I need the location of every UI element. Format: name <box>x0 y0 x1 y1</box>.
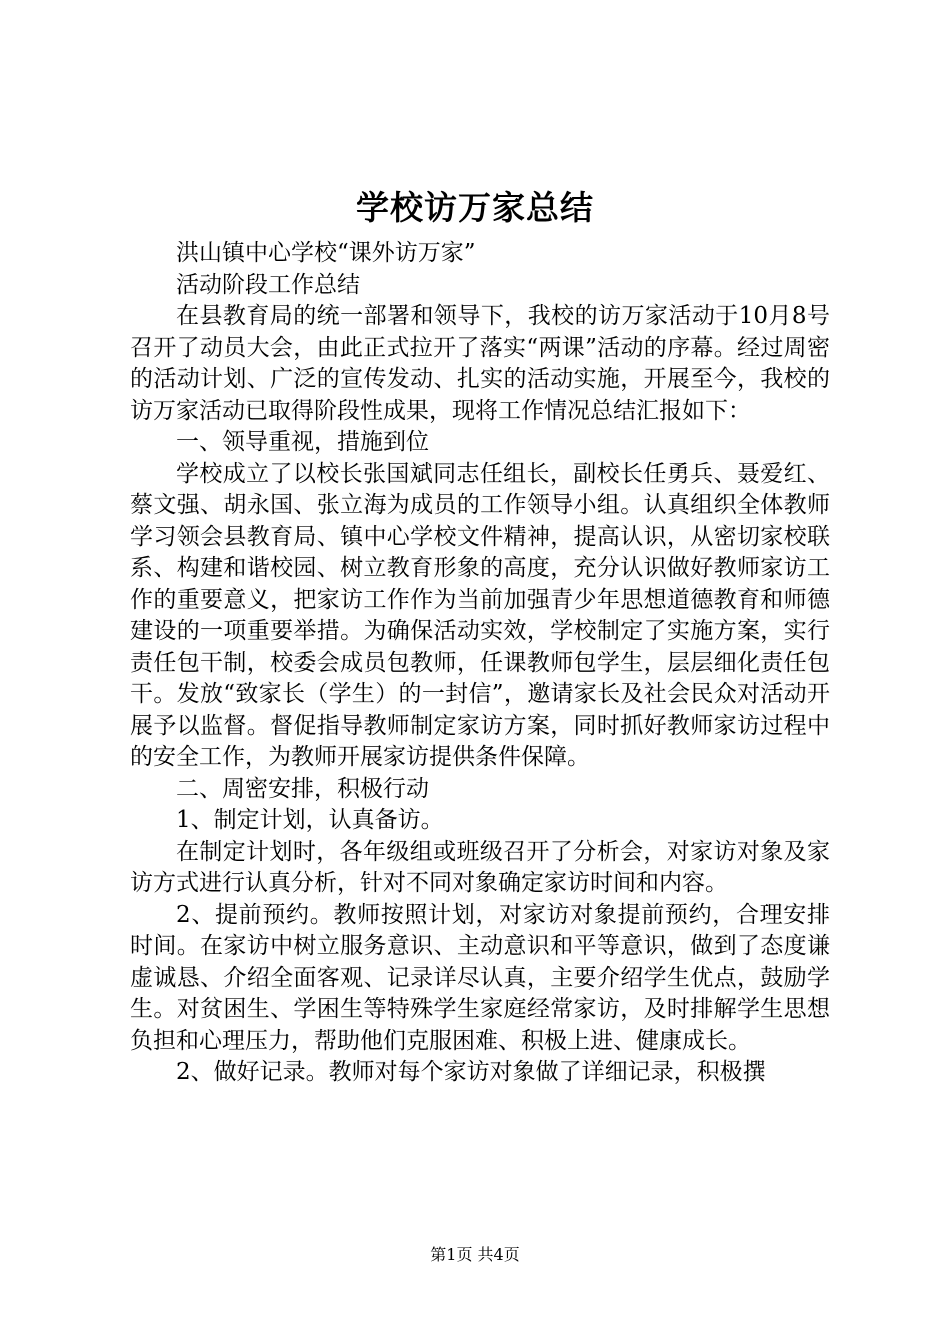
section-heading: 一、领导重视，措施到位 <box>176 429 429 455</box>
document-title: 学校访万家总结 <box>356 188 594 227</box>
paragraph: 学校成立了以校长张国斌同志任组长，副校长任勇兵、聂爱红、蔡文强、胡永国、张立海为成员的工作领导小组。认真组织全体教师学习领会县教育局、镇中心学校文件精神，提高认识，从密切家校联系、构建和谐校园、树立教育形象的高度，充分认识做好教师家访工作的重要意义，把家访工作作为当前加强青少年思想道德教育和师德建设的一项重要举措。为确保活动实效，学校制定了实施方案，实行责任包干制，校委会成员包教师，任课教师包学生，层层细化责任包干。发放“致家长（学生）的一封信”，邀请家长及社会民众对活动开展予以监督。督促指导教师制定家访方案，同时抓好教师家访过程中的安全工作，为教师开展家访提供条件保障。 <box>130 460 830 770</box>
paragraph: 在县教育局的统一部署和领导下，我校的访万家活动于10月8号召开了动员大会，由此正式拉开了落实“两课”活动的序幕。经过周密的活动计划、广泛的宣传发动、扎实的活动实施，开展至今，我校的访万家活动已取得阶段性成果，现将工作情况总结汇报如下： <box>130 303 830 424</box>
page-footer: 第1页 共4页 <box>430 1245 520 1264</box>
paragraph: 2、提前预约。教师按照计划，对家访对象提前预约，合理安排时间。在家访中树立服务意识、主动意识和平等意识，做到了态度谦虚诚恳、介绍全面客观、记录详尽认真，主要介绍学生优点，鼓励学生。对贫困生、学困生等特殊学生家庭经常家访，及时排解学生思想负担和心理压力，帮助他们克服困难、积极上进、健康成长。 <box>130 901 830 1054</box>
paragraph: 活动阶段工作总结 <box>176 271 360 298</box>
paragraph: 洪山镇中心学校“课外访万家” <box>176 240 476 266</box>
section-heading: 二、周密安排，积极行动 <box>176 775 429 802</box>
subsection-heading: 1、制定计划，认真备访。 <box>176 807 444 833</box>
document-body <box>130 238 830 1089</box>
paragraph: 2、做好记录。教师对每个家访对象做了详细记录，积极撰 <box>176 1059 766 1085</box>
paragraph: 在制定计划时，各年级组或班级召开了分析会，对家访对象及家访方式进行认真分析，针对不同对象确定家访时间和内容。 <box>130 838 830 896</box>
